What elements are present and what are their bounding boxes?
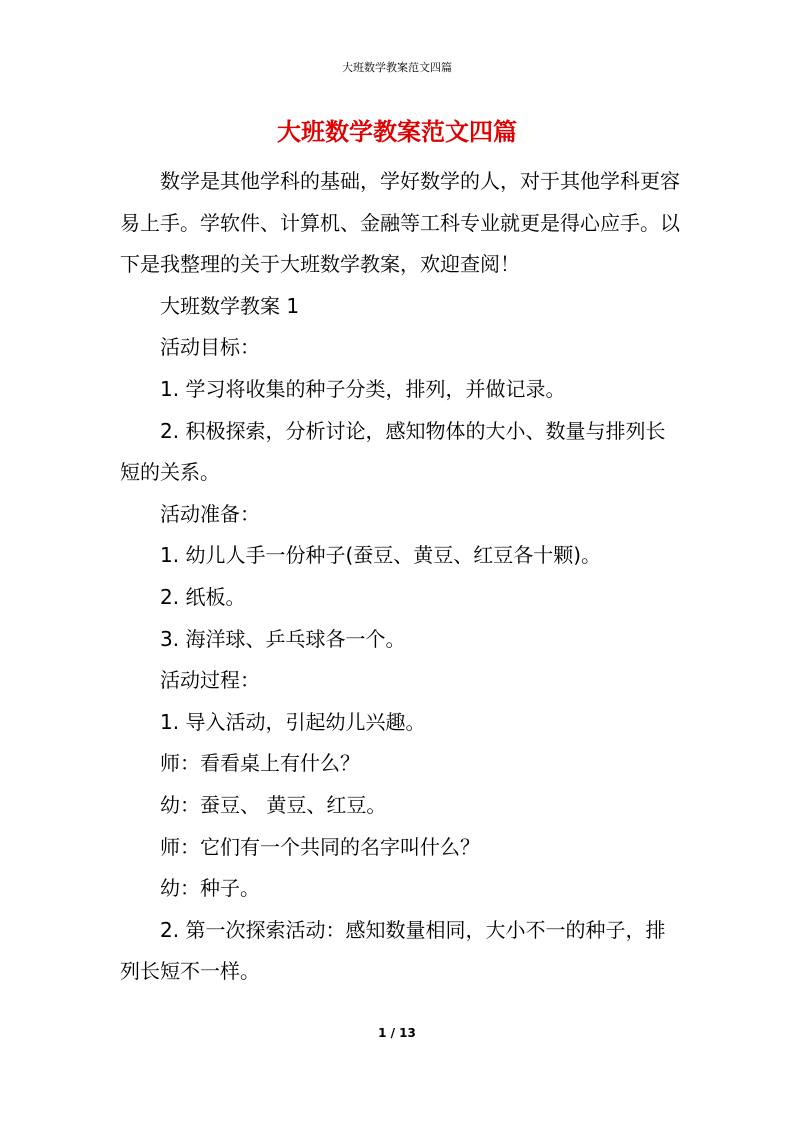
document-title: 大班数学教案范文四篇: [277, 118, 517, 146]
subheading-goals: 活动目标：: [160, 335, 260, 360]
process-step: 2. 第一次探索活动：感知数量相同，大小不一的种子，排列长短不一样。: [120, 917, 666, 984]
dialogue-line: 师：它们有一个共同的名字叫什么？: [160, 834, 480, 859]
process-step: 1. 导入活动，引起幼儿兴趣。: [160, 709, 426, 734]
dialogue-line: 幼：蚕豆、 黄豆、红豆。: [160, 792, 387, 817]
header-divider: [118, 81, 676, 82]
page-header: 大班数学教案范文四篇: [342, 61, 452, 74]
goal-item: 2. 积极探索，分析讨论，感知物体的大小、数量与排列长短的关系。: [120, 418, 666, 485]
dialogue-line: 师：看看桌上有什么？: [160, 751, 360, 776]
dialogue-line: 幼：种子。: [160, 876, 260, 901]
preparation-item: 1. 幼儿人手一份种子(蚕豆、黄豆、红豆各十颗)。: [160, 543, 602, 568]
preparation-item: 2. 纸板。: [160, 584, 246, 609]
preparation-item: 3. 海洋球、乒乓球各一个。: [160, 626, 406, 651]
goal-item: 1. 学习将收集的种子分类，排列，并做记录。: [160, 376, 566, 401]
section-heading: 大班数学教案 1: [160, 293, 300, 318]
document-body: [120, 161, 680, 993]
subheading-preparation: 活动准备：: [160, 501, 260, 526]
page-number: 1 / 13: [378, 1026, 416, 1040]
intro-paragraph: 数学是其他学科的基础，学好数学的人，对于其他学科更容易上手。学软件、计算机、金融等工科专业就更是得心应手。以下是我整理的关于大班数学教案，欢迎查阅！: [120, 169, 680, 277]
subheading-process: 活动过程：: [160, 668, 260, 693]
